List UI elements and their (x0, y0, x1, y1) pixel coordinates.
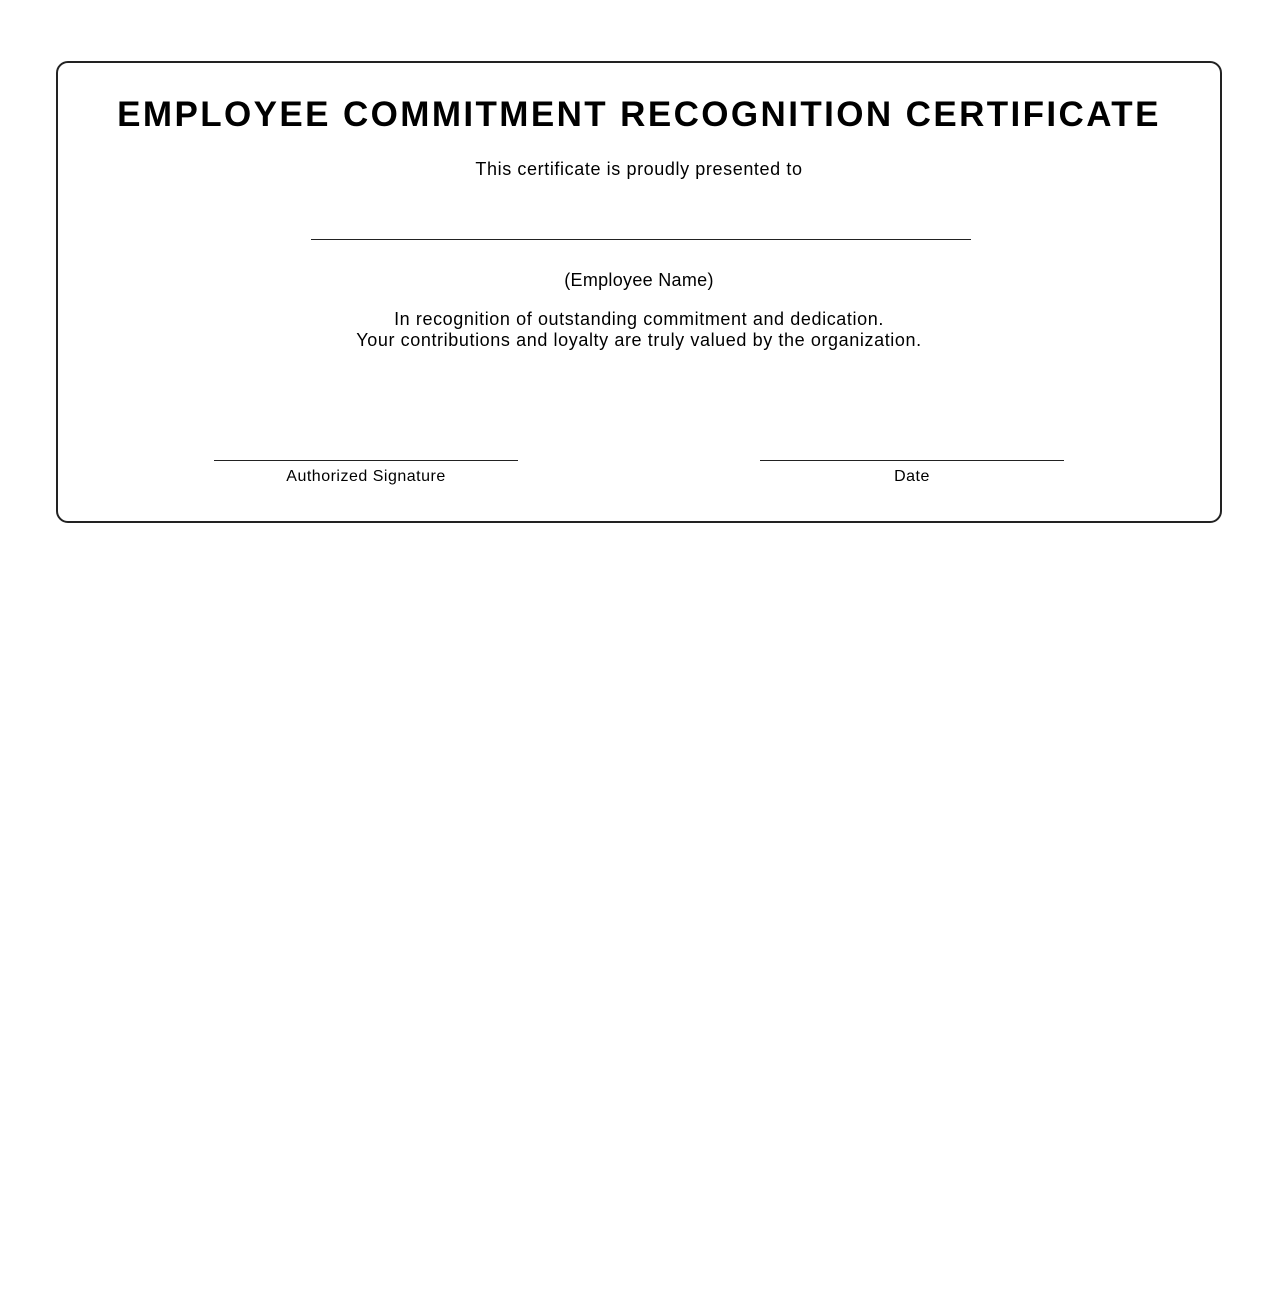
signature-label: Authorized Signature (286, 468, 446, 485)
certificate-title: EMPLOYEE COMMITMENT RECOGNITION CERTIFICATE (117, 95, 1161, 134)
date-block (760, 460, 1064, 486)
signature-block (214, 460, 518, 486)
employee-name-label: (Employee Name) (564, 270, 714, 290)
date-label: Date (894, 468, 930, 485)
date-line (760, 460, 1064, 461)
presented-to-text: This certificate is proudly presented to (475, 159, 803, 179)
message-line-2: Your contributions and loyalty are truly valued by the organization. (356, 330, 922, 350)
recognition-message (58, 309, 1220, 351)
signature-line (214, 460, 518, 461)
certificate (56, 61, 1222, 523)
employee-name-line (311, 239, 971, 240)
message-line-1: In recognition of outstanding commitment and dedication. (394, 309, 884, 329)
